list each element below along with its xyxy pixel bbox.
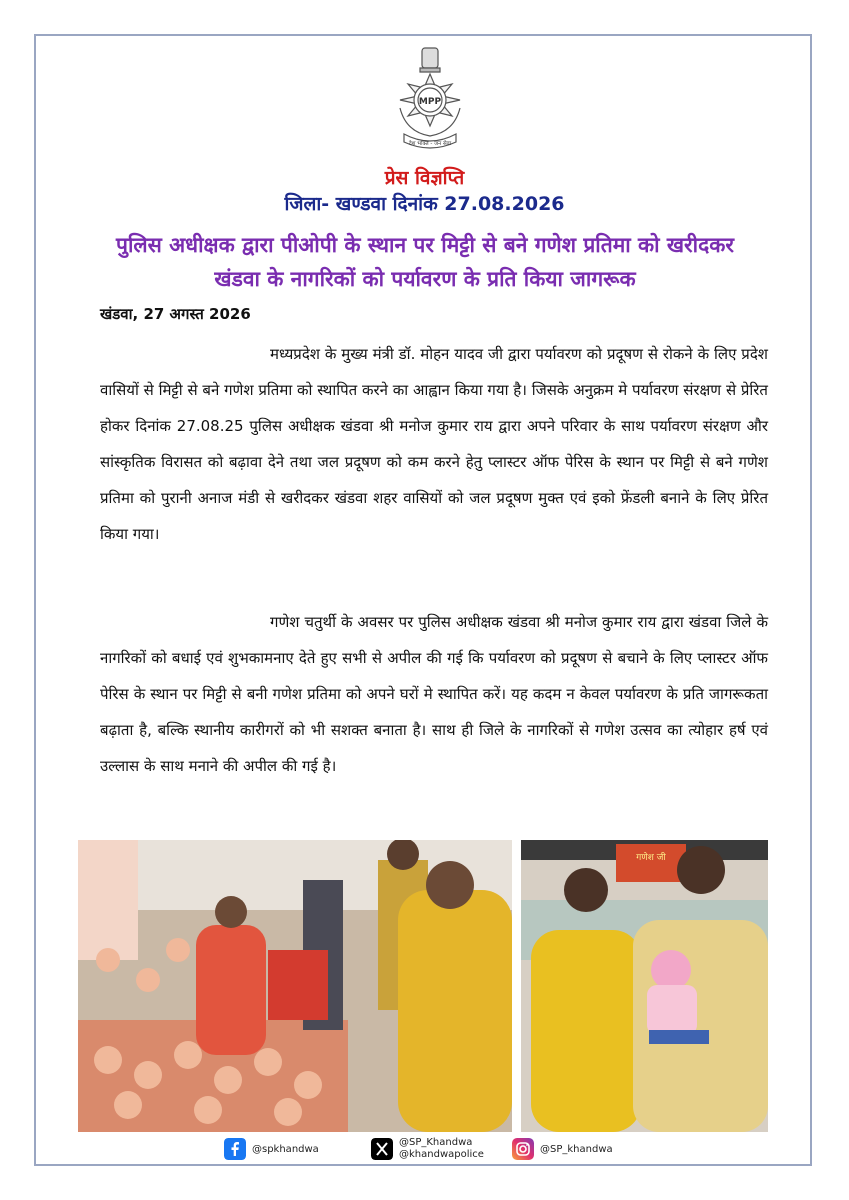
facebook-icon <box>224 1138 246 1160</box>
emblem-letters: MPP <box>418 97 442 107</box>
social-facebook[interactable] <box>224 1134 319 1164</box>
instagram-icon <box>512 1138 534 1160</box>
headline: पुलिस अधीक्षक द्वारा पीओपी के स्थान पर मिट्टी से बने गणेश प्रतिमा को खरीदकर खंडवा के नागरिकों को पर्यावरण के प्रति किया जागरूक <box>116 233 734 291</box>
dateline: खंडवा, 27 अगस्त 2026 <box>100 305 251 323</box>
emblem-motto: देश भक्ति - जन सेवा <box>408 141 452 147</box>
district-date-line: जिला- खण्डवा दिनांक 27.08.2026 <box>284 193 565 215</box>
press-release-title: प्रेस विज्ञप्ति <box>384 167 465 189</box>
x-handle-secondary: @khandwapolice <box>399 1149 484 1160</box>
mp-police-emblem <box>386 44 474 156</box>
x-handle-primary: @SP_Khandwa <box>399 1137 473 1148</box>
paragraph-1: मध्यप्रदेश के मुख्य मंत्री डॉ. मोहन यादव जी द्वारा पर्यावरण को प्रदूषण से रोकने के लिए प्रदेश वासियों से मिट्टी से बने गणेश प्रतिमा को स्थापित करने का आह्वान किया गया है। जिसके अनुक्रम मे पर्यावरण संरक्षण से प्रेरित होकर दिनांक 27.08.25 पुलिस अधीक्षक खंडवा श्री मनोज कुमार राय द्वारा अपने परिवार के साथ पर्यावरण संरक्षण और सांस्कृतिक विरासत को बढ़ावा देने तथा जल प्रदूषण को कम करने हेतु प्लास्टर ऑफ पेरिस के स्थान पर मिट्टी से बने गणेश प्रतिमा को पुरानी अनाज मंडी से खरीदकर खंडवा शहर वासियों को जल प्रदूषण मुक्त एवं इको फ्रेंडली बनाने के लिए प्रेरित किया गया। <box>100 345 768 543</box>
social-instagram[interactable] <box>512 1134 613 1164</box>
social-x[interactable] <box>371 1134 484 1164</box>
photo-banner-text: गणेश जी <box>636 853 666 863</box>
paragraph-2: गणेश चतुर्थी के अवसर पर पुलिस अधीक्षक खंडवा श्री मनोज कुमार राय द्वारा खंडवा जिले के नागरिकों को बधाई एवं शुभकामनाए देते हुए सभी से अपील की गई कि पर्यावरण को प्रदूषण से बचाने के लिए प्लास्टर ऑफ पेरिस के स्थान पर मिट्टी से बनी गणेश प्रतिमा को अपने घरों मे स्थापित करें। यह कदम न केवल पर्यावरण के प्रति जागरूकता बढ़ाता है, बल्कि स्थानीय कारीगरों को भी सशक्त बनाता है। साथ ही जिले के नागरिकों से गणेश उत्सव का त्योहार हर्ष एवं उल्लास के साथ मनाने की अपील की गई है। <box>100 613 768 775</box>
facebook-handle: @spkhandwa <box>252 1143 319 1155</box>
photo-market-stall <box>78 840 512 1132</box>
photo-sp-holding-idol <box>521 840 768 1132</box>
instagram-handle: @SP_khandwa <box>540 1143 613 1155</box>
x-icon <box>371 1138 393 1160</box>
